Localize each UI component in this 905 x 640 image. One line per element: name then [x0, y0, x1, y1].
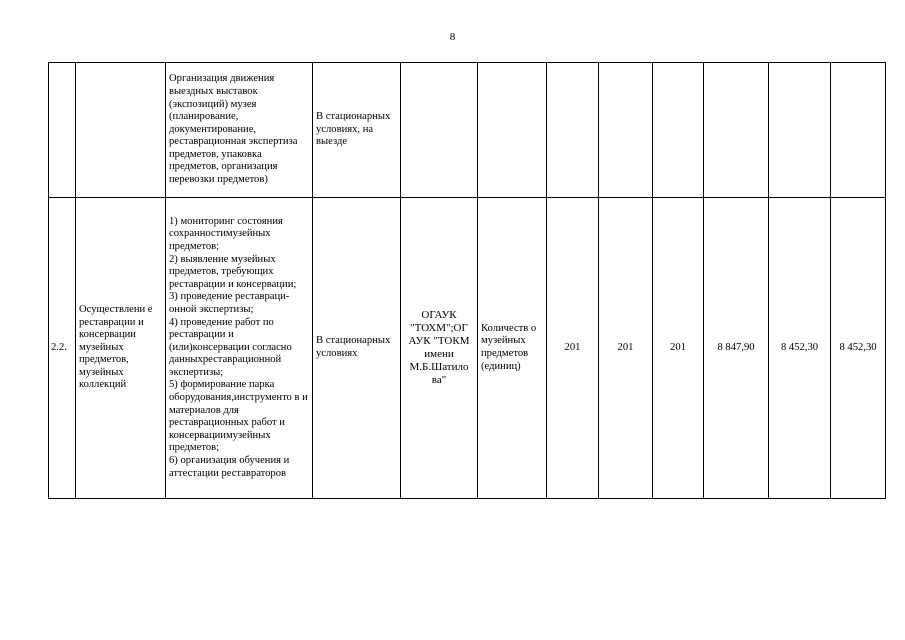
organization-cell: ОГАУК "ТОХМ";ОГ АУК "ТОКМ имени М.Б.Шатило ва"	[401, 198, 478, 499]
content-item: 6) организация обучения и аттестации реставраторов	[169, 455, 290, 479]
service-name-cell	[76, 63, 166, 198]
value-cell-1: 201	[547, 198, 599, 499]
indicator-cell: Количеств о музейных предметов (единиц)	[478, 198, 547, 499]
content-item: 3) проведение реставраци-онной экспертизы;	[169, 291, 290, 315]
table-row	[49, 63, 886, 198]
value-cell-3: 201	[653, 198, 704, 499]
value-cell-2: 201	[599, 198, 653, 499]
value-cell-2	[599, 63, 653, 198]
value-cell-6: 8 452,30	[831, 198, 886, 499]
value-cell-4: 8 847,90	[704, 198, 769, 499]
content-item: 5) формирование парка оборудования,инструменто в и материалов для реставрационных работ и консервациимузейных предметов;	[169, 379, 308, 454]
services-table	[48, 62, 886, 499]
service-conditions-cell: В стационарных условиях, на выезде	[313, 63, 401, 198]
value-cell-5	[769, 63, 831, 198]
table-row	[49, 198, 886, 499]
value-cell-6	[831, 63, 886, 198]
value-cell-3	[653, 63, 704, 198]
service-conditions-cell: В стационарных условиях	[313, 198, 401, 499]
page-number: 8	[449, 31, 456, 43]
service-content-cell: Организация движения выездных выставок (экспозиций) музея (планирование, документирование, реставрационная экспертиза предметов, упаковка предметов, организация перевозки предметов)	[166, 63, 313, 198]
organization-cell	[401, 63, 478, 198]
service-name-cell: Осуществлени е реставрации и консервации музейных предметов, музейных коллекций	[76, 198, 166, 499]
row-number-cell: 2.2.	[49, 198, 76, 499]
content-item: 1) мониторинг состояния сохранностимузейных предметов;	[169, 215, 283, 252]
value-cell-5: 8 452,30	[769, 198, 831, 499]
indicator-cell	[478, 63, 547, 198]
content-item: 2) выявление музейных предметов, требующих реставрации и консервации;	[169, 253, 297, 290]
value-cell-1	[547, 63, 599, 198]
content-item: 4) проведение работ по реставрации и (или)консервации согласно данныхреставрационной экспертизы;	[169, 316, 292, 378]
value-cell-4	[704, 63, 769, 198]
service-content-cell	[166, 198, 313, 499]
row-number-cell	[49, 63, 76, 198]
